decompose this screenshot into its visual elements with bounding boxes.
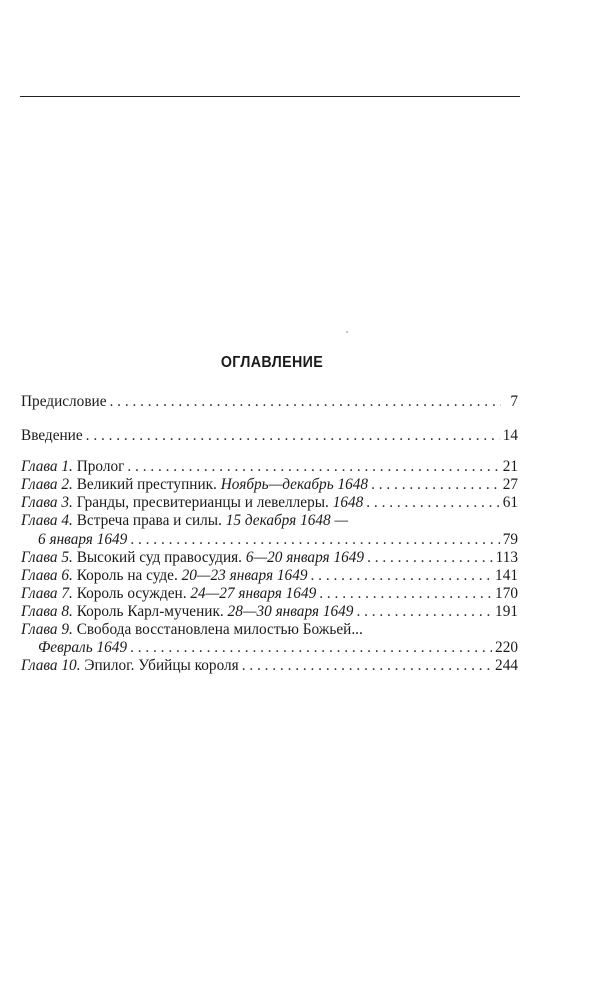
toc-entry-chapter-10[interactable] (21, 657, 518, 675)
toc-entry-title (21, 512, 348, 530)
chapter-number: 3. (57, 494, 73, 512)
toc-page-number: 14 (502, 427, 518, 445)
toc-entry-continuation (38, 531, 127, 549)
page-title: ОГЛАВЛЕНИЕ (220, 354, 324, 371)
toc-entry-chapter-7[interactable] (21, 585, 518, 603)
dot-leader (366, 494, 499, 512)
toc-page-number: 61 (502, 494, 518, 512)
chapter-date: 28—30 января 1649 (227, 602, 354, 620)
toc-entry-title (21, 657, 239, 675)
dot-leader (367, 549, 493, 567)
chapter-date-continued: 6 января 1649 (38, 530, 128, 548)
toc-entry-chapter-6[interactable] (21, 567, 518, 585)
chapter-title: Свобода восстановлена милостью Божьей... (72, 621, 363, 639)
toc-page-number: 7 (510, 393, 518, 410)
table-of-contents (21, 393, 518, 675)
chapter-number: 7. (57, 584, 73, 602)
chapter-date: 24—27 января 1649 (190, 584, 317, 602)
toc-page-number: 141 (495, 566, 518, 584)
chapter-label: Глава (21, 657, 58, 675)
toc-page-number: 220 (495, 639, 518, 657)
chapter-number: 6. (57, 566, 73, 584)
chapter-title: Король осужден. (72, 584, 191, 602)
chapter-label: Глава (21, 584, 58, 602)
chapter-label: Глава (21, 494, 58, 512)
toc-entry-continuation (38, 639, 127, 657)
chapter-label: Глава (21, 476, 58, 494)
chapter-title: Эпилог. Убийцы короля (80, 657, 239, 675)
dot-leader (371, 476, 500, 494)
paper-speck (346, 331, 348, 333)
chapter-date: 6—20 января 1649 (245, 548, 365, 566)
chapter-number: 1. (57, 458, 73, 476)
chapter-label: Глава (21, 602, 58, 620)
chapter-label: Глава (21, 512, 58, 530)
toc-entry-title (21, 621, 363, 639)
header-rule (20, 96, 520, 97)
toc-entry-title: Введение (21, 427, 83, 445)
chapter-date-continued: Февраль 1649 (38, 639, 128, 657)
toc-page-number: 170 (495, 584, 518, 602)
toc-entry-chapter-8[interactable] (21, 603, 518, 621)
toc-entry-chapter-4-continued[interactable] (21, 531, 518, 549)
dot-leader (130, 531, 499, 549)
toc-page-number: 27 (502, 476, 518, 494)
dot-leader (110, 393, 501, 411)
toc-page-number: 79 (502, 530, 518, 548)
chapter-date: 20—23 января 1649 (181, 566, 308, 584)
chapter-title: Великий преступник. (72, 476, 221, 494)
toc-entry-title (21, 585, 316, 603)
toc-entry-title (21, 494, 363, 512)
toc-entry-chapter-9[interactable] (21, 621, 518, 639)
dot-leader (311, 567, 493, 585)
chapter-number: 4. (57, 512, 73, 530)
dot-leader (127, 458, 499, 476)
chapter-label: Глава (21, 566, 58, 584)
toc-entry-chapter-5[interactable] (21, 549, 518, 567)
toc-entry-chapter-2[interactable] (21, 476, 518, 494)
toc-entry-introduction[interactable] (21, 427, 518, 445)
dot-leader (319, 585, 492, 603)
chapter-title: Пролог (72, 458, 125, 476)
toc-entry-chapter-3[interactable] (21, 494, 518, 512)
chapter-date: Ноябрь—декабрь 1648 (220, 476, 369, 494)
chapter-label: Глава (21, 458, 58, 476)
toc-page-number: 191 (495, 602, 518, 620)
toc-entry-title: Предисловие (21, 393, 107, 410)
chapter-number: 5. (57, 548, 73, 566)
toc-entry-title (21, 603, 353, 621)
chapter-date: 1648 (332, 494, 364, 512)
chapter-number: 2. (57, 476, 73, 494)
toc-entry-chapter-4[interactable] (21, 512, 518, 530)
toc-entry-title (21, 567, 308, 585)
toc-entry-chapter-1[interactable] (21, 458, 518, 476)
dot-leader (130, 639, 492, 657)
toc-entry-title (21, 476, 368, 494)
chapter-number: 9. (57, 621, 73, 639)
chapter-title: Встреча права и силы. (72, 512, 226, 530)
chapter-title: Король Карл-мученик. (72, 602, 228, 620)
toc-page-number: 113 (495, 548, 518, 566)
toc-entry-title (21, 549, 364, 567)
chapter-label: Глава (21, 621, 58, 639)
dot-leader (356, 603, 492, 621)
chapter-date: 15 декабря 1648 — (225, 512, 349, 530)
toc-page-number: 21 (502, 458, 518, 476)
chapter-number: 8. (57, 602, 73, 620)
chapter-title: Король на суде. (72, 566, 182, 584)
toc-page-number: 244 (495, 657, 518, 675)
toc-entry-chapter-9-continued[interactable] (21, 639, 518, 657)
dot-leader (242, 657, 492, 675)
chapter-title: Высокий суд правосудия. (72, 548, 246, 566)
chapter-number: 10. (57, 657, 81, 675)
chapter-title: Гранды, пресвитерианцы и левеллеры. (72, 494, 333, 512)
toc-entry-title (21, 458, 124, 476)
toc-entry-preface[interactable] (21, 393, 518, 411)
dot-leader (86, 427, 500, 445)
chapter-label: Глава (21, 548, 58, 566)
